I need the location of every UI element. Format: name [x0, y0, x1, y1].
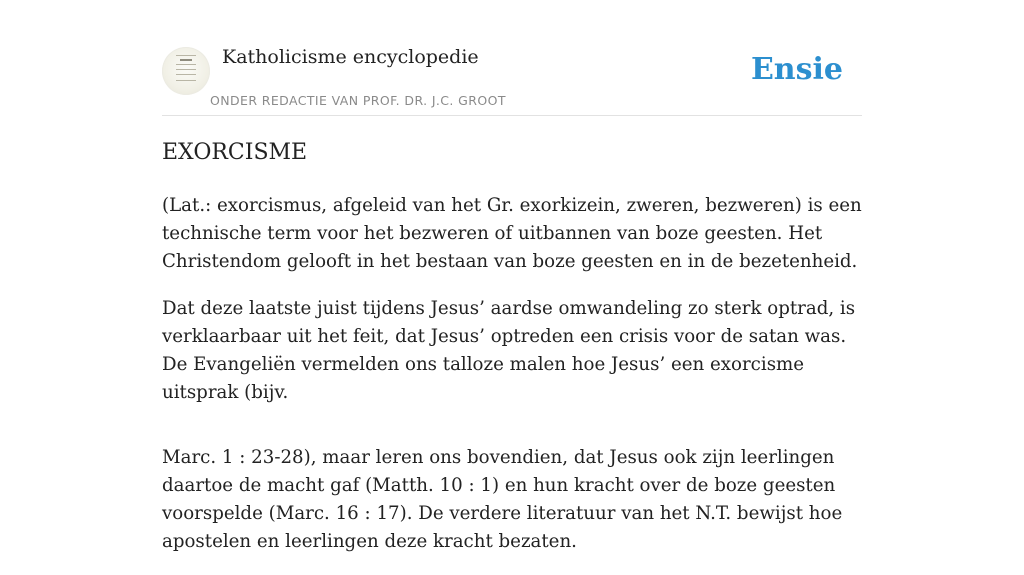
article-paragraph: Dat deze laatste juist tijdens Jesus’ aardse omwandeling zo sterk optrad, is verklaarbaar uit het feit, dat Jesus’ optreden een crisis voor de satan was. De Evangeliën vermelden ons talloze malen hoe Jesus’ een exorcisme uitsprak (bijv. [162, 298, 856, 403]
site-title[interactable]: Katholicisme encyclopedie [222, 46, 479, 68]
editor-subtitle: ONDER REDACTIE VAN PROF. DR. J.C. GROOT [210, 93, 506, 108]
article-paragraph: Marc. 1 : 23-28), maar leren ons bovendien, dat Jesus ook zijn leerlingen daartoe de macht gaf (Matth. 10 : 1) en hun kracht over de boze geesten voorspelde (Marc. 16 : 17). De verdere literatuur van het N.T. bewijst hoe apostelen en leerlingen deze kracht bezaten. [162, 447, 843, 552]
article-title: EXORCISME [162, 140, 308, 165]
article-paragraph: (Lat.: exorcismus, afgeleid van het Gr. exorkizein, zweren, bezweren) is een technische term voor het bezweren of uitbannen van boze geesten. Het Christendom gelooft in het bestaan van boze geesten en in de bezetenheid. [162, 195, 862, 272]
book-cover-icon[interactable] [162, 47, 210, 95]
site-header [162, 40, 862, 116]
brand-logo[interactable]: Ensie [750, 52, 843, 87]
article-body [162, 192, 862, 575]
